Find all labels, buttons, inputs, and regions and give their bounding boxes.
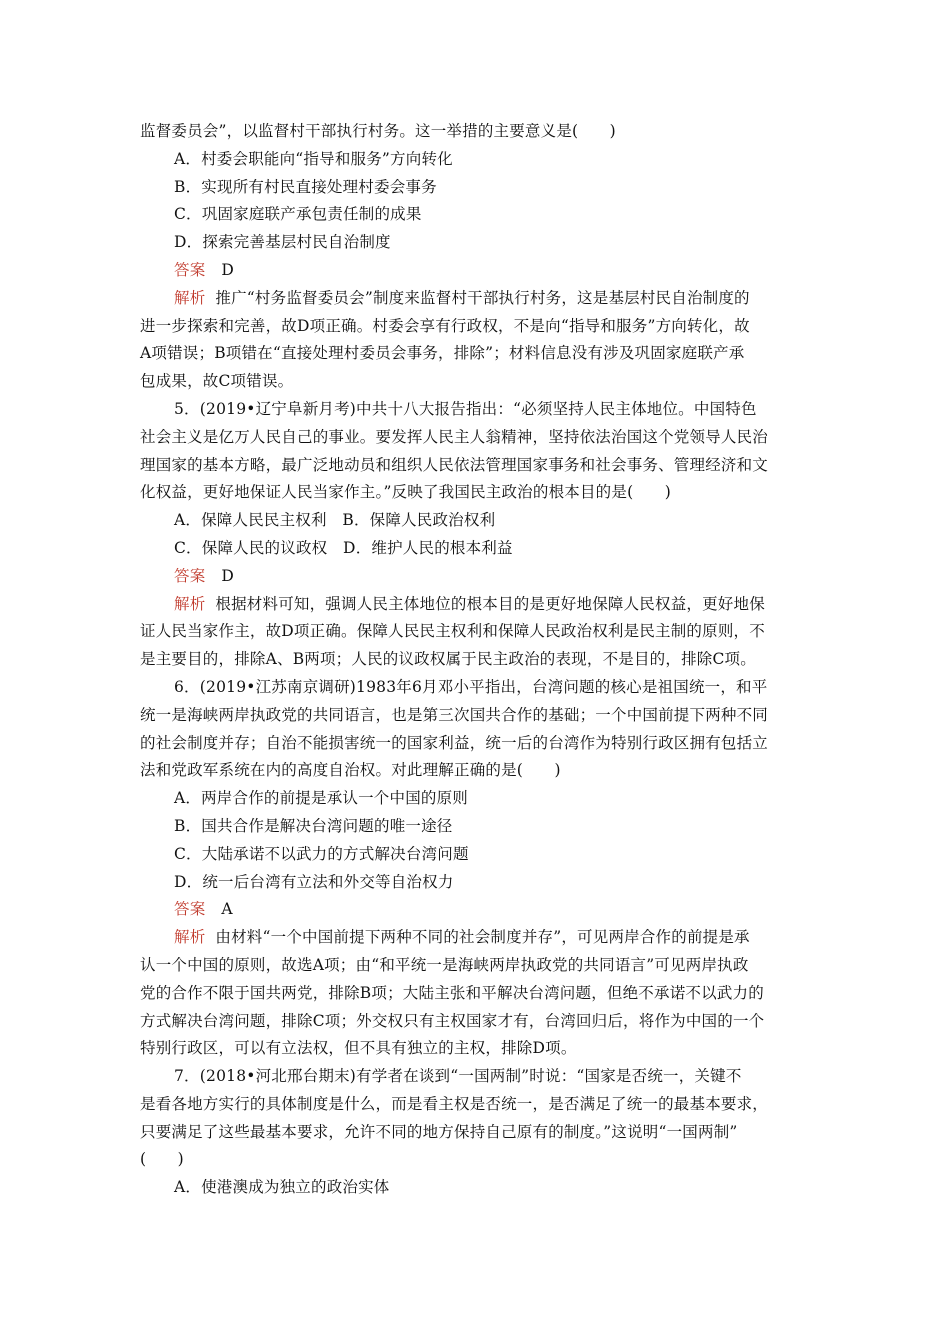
analysis-label: 解析 (174, 288, 206, 307)
q4-analysis-line: 包成果，故C项错误。 (140, 372, 294, 391)
q6-option-d: D．统一后台湾有立法和外交等自治权力 (174, 872, 454, 891)
q6-stem-line: 统一是海峡两岸执政党的共同语言，也是第三次国共合作的基础；一个中国前提下两种不同 (140, 705, 769, 724)
q4-analysis-line (140, 285, 810, 313)
q5-analysis-line: 证人民当家作主，故D项正确。保障人民民主权利和保障人民政治权利是民主制的原则，不 (140, 622, 765, 641)
q4-analysis-line: 进一步探索和完善，故D项正确。村委会享有行政权，不是向“指导和服务”方向转化，故 (140, 316, 750, 335)
q5-stem-line: 社会主义是亿万人民自己的事业。要发挥人民主人翁精神，坚持依法治国这个党领导人民治 (140, 427, 769, 446)
q7-stem-line: ( ) (140, 1150, 184, 1169)
q5-stem-line: 理国家的基本方略，最广泛地动员和组织人民依法管理国家事务和社会事务、管理经济和文 (140, 455, 769, 474)
answer-value: A (221, 900, 233, 919)
q4-option-c: C．巩固家庭联产承包责任制的成果 (174, 205, 422, 224)
q6-answer (140, 896, 810, 924)
q4-option-a: A．村委会职能向“指导和服务”方向转化 (174, 149, 453, 168)
answer-value: D (221, 260, 235, 279)
analysis-label: 解析 (174, 594, 206, 613)
q5-analysis-line (140, 591, 810, 619)
answer-value: D (221, 566, 235, 585)
q6-option-b: B．国共合作是解决台湾问题的唯一途径 (174, 816, 453, 835)
analysis-text: 根据材料可知，强调人民主体地位的根本目的是更好地保障人民权益，更好地保 (215, 594, 765, 613)
q6-option-a: A．两岸合作的前提是承认一个中国的原则 (174, 789, 468, 808)
q4-stem-line: 监督委员会”，以监督村干部执行村务。这一举措的主要意义是( ) (140, 122, 616, 140)
q6-analysis-line: 党的合作不限于国共两党，排除B项；大陆主张和平解决台湾问题，但绝不承诺不以武力的 (140, 983, 764, 1002)
answer-label: 答案 (174, 566, 206, 585)
analysis-text: 由材料“一个中国前提下两种不同的社会制度并存”，可见两岸合作的前提是承 (215, 928, 750, 947)
document-body (140, 118, 810, 1202)
q6-analysis-line: 特别行政区，可以有立法权，但不具有独立的主权，排除D项。 (140, 1039, 577, 1058)
q5-options-cd: C．保障人民的议政权 D．维护人民的根本利益 (174, 538, 513, 557)
analysis-text: 推广“村务监督委员会”制度来监督村干部执行村务，这是基层村民自治制度的 (215, 288, 750, 307)
q6-stem-line: 6．(2019•江苏南京调研)1983年6月邓小平指出，台湾问题的核心是祖国统一，和平 (174, 677, 768, 696)
q6-option-c: C．大陆承诺不以武力的方式解决台湾问题 (174, 844, 469, 863)
answer-label: 答案 (174, 900, 206, 919)
q7-stem-line: 7．(2018•河北邢台期末)有学者在谈到“一国两制”时说：“国家是否统一，关键不 (174, 1067, 742, 1086)
q4-analysis-line: A项错误；B项错在“直接处理村委员会事务，排除”；材料信息没有涉及巩固家庭联产承 (140, 344, 745, 363)
q4-option-b: B．实现所有村民直接处理村委会事务 (174, 177, 437, 196)
q7-option-a: A．使港澳成为独立的政治实体 (174, 1178, 390, 1197)
analysis-label: 解析 (174, 928, 206, 947)
q6-analysis-line (140, 924, 810, 952)
q7-stem-line: 只要满足了这些最基本要求，允许不同的地方保持自己原有的制度。”这说明“一国两制” (140, 1122, 738, 1141)
q5-options-ab: A．保障人民民主权利 B．保障人民政治权利 (174, 511, 496, 530)
q4-answer (140, 257, 810, 285)
q6-stem-line: 法和党政军系统在内的高度自治权。对此理解正确的是( ) (140, 761, 561, 780)
q5-analysis-line: 是主要目的，排除A、B两项；人民的议政权属于民主政治的表现，不是目的，排除C项。 (140, 650, 756, 669)
q6-analysis-line: 方式解决台湾问题，排除C项；外交权只有主权国家才有，台湾回归后，将作为中国的一个 (140, 1011, 765, 1030)
q7-stem-line: 是看各地方实行的具体制度是什么，而是看主权是否统一，是否满足了统一的最基本要求， (140, 1094, 769, 1113)
answer-label: 答案 (174, 260, 206, 279)
q4-option-d: D．探索完善基层村民自治制度 (174, 233, 391, 252)
q5-stem-line: 5．(2019•辽宁阜新月考)中共十八大报告指出：“必须坚持人民主体地位。中国特色 (174, 399, 757, 418)
q6-analysis-line: 认一个中国的原则，故选A项；由“和平统一是海峡两岸执政党的共同语言”可见两岸执政 (140, 955, 749, 974)
q5-stem-line: 化权益，更好地保证人民当家作主。”反映了我国民主政治的根本目的是( ) (140, 483, 671, 502)
q6-stem-line: 的社会制度并存；自治不能损害统一的国家利益，统一后的台湾作为特别行政区拥有包括立 (140, 733, 769, 752)
q5-answer (140, 563, 810, 591)
